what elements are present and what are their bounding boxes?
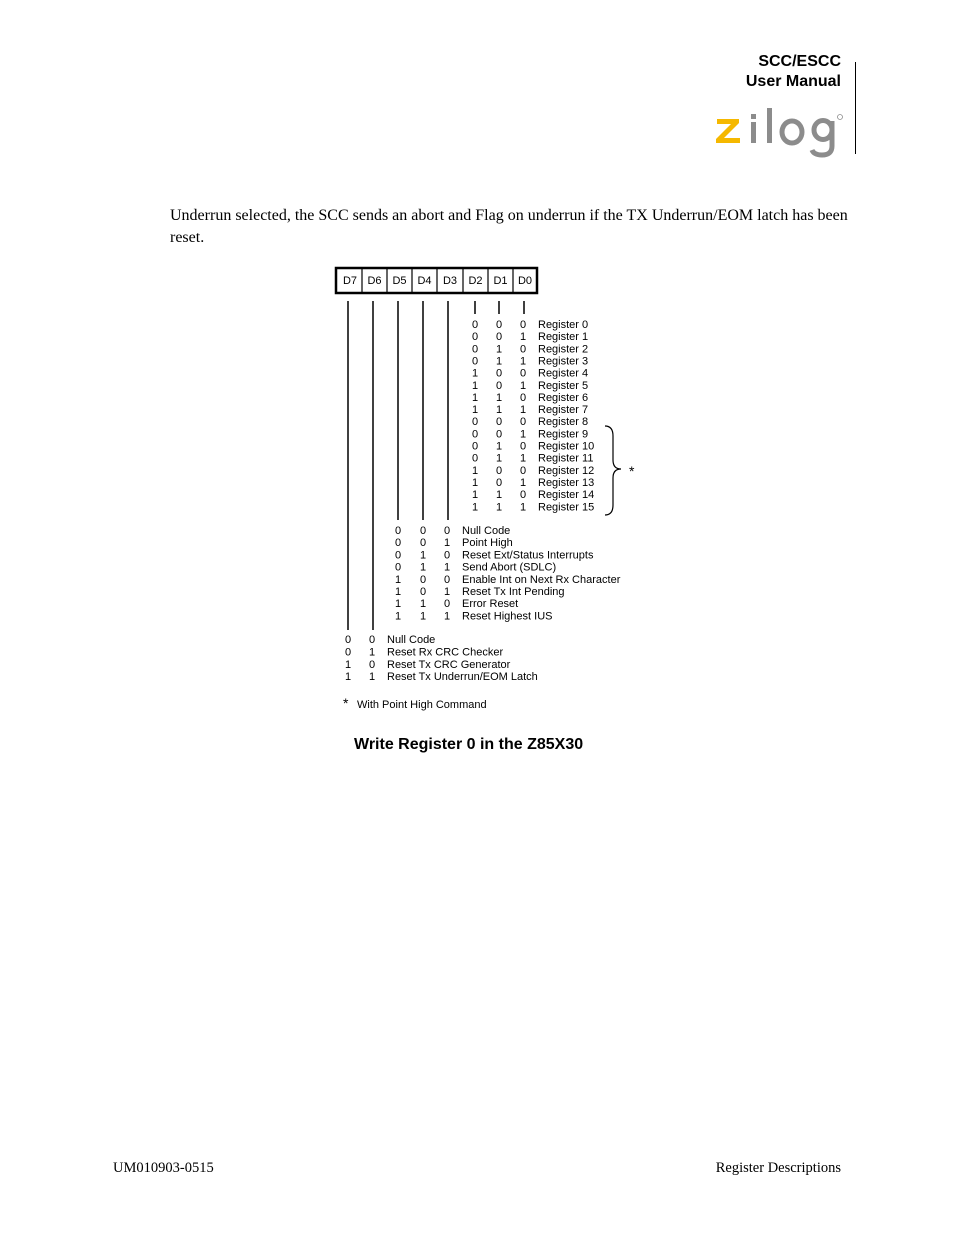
bit-value: 1 [471, 489, 479, 502]
bit-value: 0 [344, 634, 352, 646]
register-label: Register 5 [538, 379, 589, 392]
command-row [395, 525, 510, 537]
register-label: Register 1 [538, 331, 589, 344]
bit-value: 1 [495, 355, 503, 368]
bit-value: 0 [394, 537, 402, 550]
header-divider [855, 62, 856, 154]
command-row [395, 537, 513, 549]
bit-value: 1 [495, 452, 503, 465]
bit-value: 1 [394, 598, 402, 611]
bit-value: 0 [471, 416, 479, 429]
bit-cells [343, 268, 532, 293]
bit-value: 0 [519, 416, 527, 429]
footer-doc-number: UM010903-0515 [113, 1160, 214, 1176]
command-table [395, 525, 621, 622]
bit-value: 0 [419, 537, 427, 550]
bit-value: 0 [394, 525, 402, 537]
command-label: Send Abort (SDLC) [462, 561, 557, 574]
footer-section: Register Descriptions [715, 1160, 841, 1176]
bit-value: 1 [471, 379, 479, 392]
bit-value: 0 [471, 331, 479, 344]
register-row [472, 368, 588, 380]
bit-value: 0 [495, 319, 503, 331]
register-brace [605, 426, 621, 515]
bit-value: 0 [419, 586, 427, 598]
bit-value: 1 [394, 573, 402, 586]
register-label: Register 12 [538, 464, 595, 477]
command-label: Error Reset [462, 598, 519, 611]
bit-value: 1 [519, 379, 527, 392]
bit-value: 1 [519, 476, 527, 489]
bit-value: 1 [394, 586, 402, 598]
crc-row [345, 671, 538, 683]
bit-value: 0 [471, 428, 479, 441]
document-header [746, 52, 841, 92]
bit-value: 1 [419, 610, 427, 623]
register-row [472, 416, 588, 428]
bit-value: 1 [471, 404, 479, 417]
command-label: Null Code [462, 525, 511, 537]
register-select-table [472, 319, 594, 513]
bit-value: 1 [495, 391, 503, 404]
register-label: Register 13 [538, 476, 595, 489]
command-label: Enable Int on Next Rx Character [462, 573, 621, 586]
bit-value: 1 [519, 331, 527, 344]
register-label: Register 3 [538, 355, 589, 368]
bit-value: 1 [394, 610, 402, 623]
bit-value: 1 [519, 501, 527, 514]
command-row [395, 574, 621, 586]
header-subtitle: User Manual [745, 73, 841, 90]
register-label: Register 14 [538, 489, 595, 502]
command-label: Reset Ext/Status Interrupts [462, 549, 594, 562]
bit-value: 0 [344, 646, 352, 659]
register-row [472, 441, 594, 453]
bit-label-d7: D7 [342, 275, 358, 287]
command-row [395, 610, 553, 622]
register-label: Register 0 [538, 319, 589, 331]
bit-value: 0 [495, 367, 503, 380]
footnote-text: With Point High Command [357, 699, 487, 711]
register-row [472, 392, 588, 404]
bit-value: 0 [495, 476, 503, 489]
bit-label-d3: D3 [442, 275, 458, 287]
bit-value: 1 [471, 501, 479, 514]
bit-value: 1 [419, 598, 427, 611]
bit-value: 1 [443, 537, 451, 550]
register-row [472, 477, 594, 489]
bit-value: 0 [471, 355, 479, 368]
bit-value: 0 [495, 416, 503, 429]
bit-value: 1 [519, 355, 527, 368]
bit-label-d1: D1 [493, 275, 508, 287]
brace-star: * [629, 463, 635, 479]
bit-value: 0 [394, 561, 402, 574]
bit-value: 1 [344, 658, 352, 671]
crc-reset-table [345, 634, 538, 683]
bit-value: 1 [443, 610, 451, 623]
crc-row [345, 634, 435, 646]
register-row [472, 331, 588, 343]
bit-value: 0 [519, 367, 527, 380]
register-row [472, 404, 588, 416]
bit-value: 1 [443, 586, 451, 598]
bit-value: 0 [495, 428, 503, 441]
bit-value: 0 [519, 391, 527, 404]
bit-value: 1 [519, 428, 527, 441]
register-label: Register 8 [538, 416, 589, 429]
register-row [472, 465, 594, 477]
command-row [395, 586, 565, 598]
bit-value: 0 [519, 343, 527, 356]
bit-value: 1 [471, 476, 479, 489]
register-label: Register 11 [538, 452, 594, 465]
bit-value: 1 [419, 549, 427, 562]
bit-value: 1 [344, 671, 352, 684]
bit-value: 0 [471, 452, 479, 465]
bit-label-d2: D2 [468, 275, 483, 287]
bit-value: 0 [495, 464, 503, 477]
bit-value: 1 [471, 391, 479, 404]
zilog-logo [712, 105, 847, 161]
bit-value: 0 [443, 598, 451, 611]
bit-value: 1 [471, 464, 479, 477]
bit-value: 1 [519, 404, 527, 417]
figure-caption: Write Register 0 in the Z85X30 [354, 736, 584, 753]
register-row [472, 453, 594, 465]
command-label: Reset Tx Int Pending [462, 586, 565, 598]
bit-value: 0 [495, 331, 503, 344]
bit-value: 1 [368, 646, 376, 659]
bit-value: 0 [519, 489, 527, 502]
bit-value: 0 [368, 658, 376, 671]
crc-row [345, 646, 504, 658]
crc-label: Null Code [387, 634, 436, 646]
register-row [472, 380, 588, 392]
command-row [395, 598, 518, 610]
register-label: Register 10 [538, 440, 595, 453]
crc-label: Reset Tx CRC Generator [387, 658, 511, 671]
bit-value: 0 [443, 525, 451, 537]
bit-value: 1 [471, 367, 479, 380]
bit-value: 0 [519, 319, 527, 331]
bit-label-d4: D4 [417, 275, 432, 287]
bit-value: 1 [495, 343, 503, 356]
register-label: Register 2 [538, 343, 589, 356]
crc-label: Reset Rx CRC Checker [387, 646, 504, 659]
bit-value: 0 [394, 549, 402, 562]
bit-label-d5: D5 [392, 275, 407, 287]
register-row [472, 501, 594, 513]
bit-value: 0 [443, 549, 451, 562]
footnote-star: * [343, 695, 349, 711]
bit-value: 0 [519, 440, 527, 453]
crc-label: Reset Tx Underrun/EOM Latch [387, 671, 538, 684]
register-row [472, 319, 588, 331]
bit-value: 1 [495, 501, 503, 514]
bit-value: 0 [471, 319, 479, 331]
bit-value: 0 [419, 573, 427, 586]
bit-value: 0 [419, 525, 427, 537]
register-label: Register 15 [538, 501, 595, 514]
command-row [395, 549, 594, 561]
bit-value: 0 [471, 343, 479, 356]
register-label: Register 6 [538, 391, 589, 404]
body-paragraph: Underrun selected, the SCC sends an abort and Flag on underrun if the TX Underrun/EOM latch has been reset. [170, 207, 848, 246]
register-row [472, 343, 588, 355]
register-row [472, 489, 594, 501]
bit-value: 1 [368, 671, 376, 684]
bit-value: 0 [443, 573, 451, 586]
bit-value: 1 [519, 452, 527, 465]
register-label: Register 7 [538, 404, 589, 417]
bit-value: 1 [419, 561, 427, 574]
bit-value: 1 [495, 440, 503, 453]
bit-value: 1 [495, 489, 503, 502]
register-label: Register 9 [538, 428, 589, 441]
bit-value: 0 [495, 379, 503, 392]
bit-value: 1 [443, 561, 451, 574]
bit-value: 0 [519, 464, 527, 477]
bit-value: 0 [368, 634, 376, 646]
register-row [472, 355, 588, 367]
register-row [472, 428, 588, 440]
command-label: Reset Highest IUS [462, 610, 553, 623]
command-label: Point High [462, 537, 513, 550]
bit-value: 0 [471, 440, 479, 453]
header-title: SCC/ESCC [758, 53, 841, 70]
crc-row [345, 659, 511, 671]
bit-value: 1 [495, 404, 503, 417]
bit-label-d0: D0 [517, 275, 533, 287]
bit-label-d6: D6 [367, 275, 382, 287]
register-label: Register 4 [538, 367, 589, 380]
command-row [395, 562, 556, 574]
